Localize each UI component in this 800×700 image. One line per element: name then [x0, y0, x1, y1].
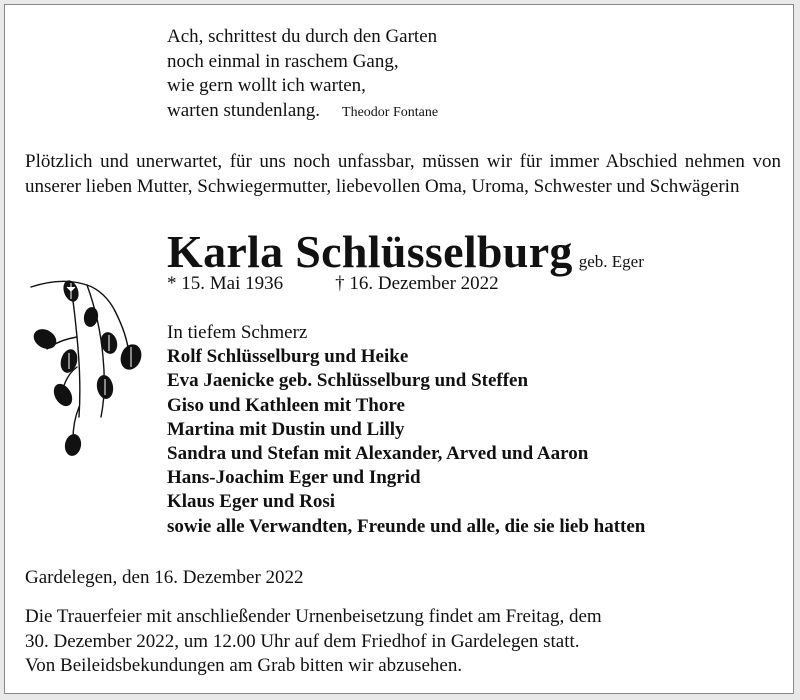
mourner-entry: Giso und Kathleen mit Thore: [167, 394, 405, 416]
mourner-entry: Rolf Schlüsselburg und Heike: [167, 346, 409, 368]
mourner-entry: sowie alle Verwandten, Freunde und alle, die sie lieb hatten: [167, 515, 646, 537]
mourner-entry: Hans-Joachim Eger und Ingrid: [167, 467, 421, 489]
poem-line: Ach, schrittest du durch den Garten: [167, 26, 438, 47]
mourner-entry: Martina mit Dustin und Lilly: [167, 418, 405, 440]
funeral-info: [25, 605, 602, 679]
mourners-heading: In tiefem Schmerz: [167, 322, 308, 343]
mourner-entry: Eva Jaenicke geb. Schlüsselburg und Steffen: [167, 370, 529, 392]
poem-last-line-text: warten stundenlang.: [167, 99, 321, 121]
funeral-line: Die Trauerfeier mit anschließender Urnenbeisetzung findet am Freitag, dem: [25, 606, 602, 627]
mourner-entry: Klaus Eger und Rosi: [167, 491, 336, 513]
poem-line: [167, 99, 438, 126]
mourners-list: [167, 321, 645, 539]
poem-line: noch einmal in raschem Gang,: [167, 50, 399, 72]
birch-branch-icon: [29, 277, 149, 457]
mourner-entry: Sandra und Stefan mit Alexander, Arved und Aaron: [167, 443, 589, 465]
funeral-line: Von Beileidsbekundungen am Grab bitten wir abzusehen.: [25, 655, 463, 676]
poem: [167, 25, 438, 125]
death-date: † 16. Dezember 2022: [335, 273, 499, 294]
poem-line: wie gern wollt ich warten,: [167, 75, 366, 96]
born-name: geb. Eger: [578, 252, 644, 271]
intro-text: Plötzlich und unerwartet, für uns noch unfassbar, müssen wir für immer Abschied nehmen von unserer lieben Mutter, Schwiegermutter, liebevollen Oma, Uroma, Schwester und Schwägerin: [25, 151, 781, 197]
birth-date: * 15. Mai 1936: [167, 273, 284, 294]
place-date: Gardelegen, den 16. Dezember 2022: [25, 567, 304, 588]
poem-author: Theodor Fontane: [342, 104, 439, 120]
obituary-notice: [4, 4, 794, 694]
deceased-name: Karla Schlüsselburg: [167, 226, 573, 277]
deceased-name-line: [167, 225, 644, 278]
funeral-line: 30. Dezember 2022, um 12.00 Uhr auf dem Friedhof in Gardelegen statt.: [25, 630, 580, 652]
life-dates: [167, 273, 499, 295]
